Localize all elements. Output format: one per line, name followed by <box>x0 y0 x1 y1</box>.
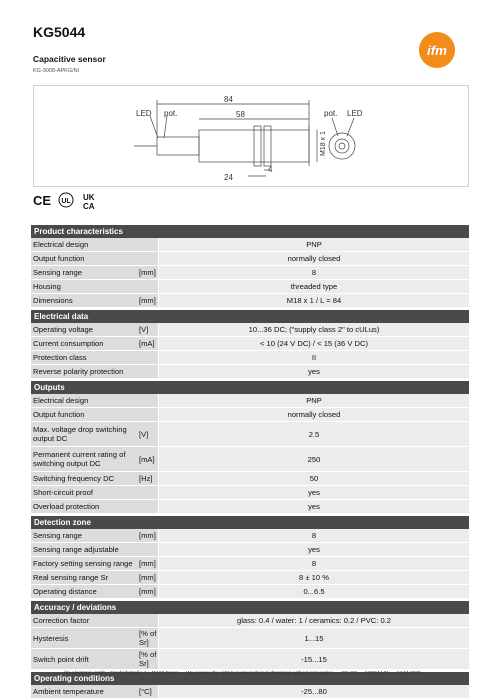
spec-unit: [mm] <box>138 585 159 598</box>
spec-unit: [mm] <box>138 266 159 279</box>
spec-value: 10...36 DC; ("supply class 2" to cULus) <box>159 323 469 336</box>
spec-unit <box>138 486 159 499</box>
ukca-mark-top: UK <box>83 193 95 202</box>
spec-row <box>31 571 469 585</box>
spec-row <box>31 447 469 472</box>
spec-row <box>31 252 469 266</box>
ce-mark: CE <box>33 193 52 208</box>
spec-value: 250 <box>159 447 469 471</box>
spec-value: yes <box>159 543 469 556</box>
spec-label: Real sensing range Sr <box>31 571 138 584</box>
order-code: KG-3008-APKG/NI <box>33 68 80 74</box>
spec-unit <box>138 280 159 293</box>
section-header: Product characteristics <box>31 225 469 238</box>
spec-label: Switching frequency DC <box>31 472 138 485</box>
spec-label: Sensing range adjustable <box>31 543 138 556</box>
spec-label: Housing <box>31 280 138 293</box>
dim-84: 84 <box>224 95 233 104</box>
spec-unit: [mm] <box>138 529 159 542</box>
spec-label: Ambient temperature <box>31 685 138 698</box>
spec-row <box>31 685 469 699</box>
spec-row <box>31 529 469 543</box>
spec-value: glass: 0.4 / water: 1 / ceramics: 0.2 / PVC: 0.2 <box>159 614 469 627</box>
spec-row <box>31 649 469 670</box>
certification-marks <box>33 190 113 212</box>
section-header: Detection zone <box>31 516 469 529</box>
spec-row <box>31 337 469 351</box>
ul-mark: UL <box>61 198 71 205</box>
spec-unit: [V] <box>138 323 159 336</box>
spec-unit: [mm] <box>138 557 159 570</box>
spec-value: M18 x 1 / L = 84 <box>159 294 469 307</box>
spec-value: < 10 (24 V DC) / < 15 (36 V DC) <box>159 337 469 350</box>
spec-label: Output function <box>31 252 138 265</box>
spec-label: Protection class <box>31 351 138 364</box>
spec-label: Factory setting sensing range <box>31 557 138 570</box>
spec-unit <box>138 365 159 378</box>
spec-value: yes <box>159 365 469 378</box>
spec-value: normally closed <box>159 252 469 265</box>
spec-row <box>31 543 469 557</box>
spec-row <box>31 351 469 365</box>
ifm-logo <box>418 31 456 69</box>
spec-row <box>31 500 469 514</box>
spec-value: PNP <box>159 394 469 407</box>
spec-unit: [% of Sr] <box>138 649 159 669</box>
spec-row <box>31 472 469 486</box>
spec-label: Electrical design <box>31 238 138 251</box>
spec-unit: [mA] <box>138 337 159 350</box>
led-label-left: LED <box>136 109 152 118</box>
spec-row <box>31 422 469 447</box>
spec-value: 0...6.5 <box>159 585 469 598</box>
spec-label: Hysteresis <box>31 628 138 648</box>
section-header: Outputs <box>31 381 469 394</box>
specification-table <box>31 223 469 699</box>
spec-value: 8 ± 10 % <box>159 571 469 584</box>
spec-label: Current consumption <box>31 337 138 350</box>
spec-unit <box>138 394 159 407</box>
spec-label: Reverse polarity protection <box>31 365 138 378</box>
spec-label: Max. voltage drop switching output DC <box>31 422 138 446</box>
spec-row <box>31 614 469 628</box>
spec-value: 8 <box>159 557 469 570</box>
spec-unit: [V] <box>138 422 159 446</box>
dim-24: 24 <box>224 173 233 182</box>
product-type: Capacitive sensor <box>33 54 106 64</box>
spec-label: Switch point drift <box>31 649 138 669</box>
spec-unit: [mm] <box>138 294 159 307</box>
spec-label: Dimensions <box>31 294 138 307</box>
spec-row <box>31 486 469 500</box>
spec-value: 8 <box>159 266 469 279</box>
spec-row <box>31 365 469 379</box>
spec-unit: [°C] <box>138 685 159 698</box>
led-label-right: LED <box>347 109 363 118</box>
spec-label: Electrical design <box>31 394 138 407</box>
dim-58: 58 <box>236 110 245 119</box>
spec-row <box>31 266 469 280</box>
spec-unit: [Hz] <box>138 472 159 485</box>
spec-row <box>31 628 469 649</box>
section-header: Accuracy / deviations <box>31 601 469 614</box>
dimension-drawing <box>33 85 469 187</box>
spec-label: Correction factor <box>31 614 138 627</box>
spec-row <box>31 394 469 408</box>
svg-text:ifm: ifm <box>427 42 447 58</box>
spec-value: 2.5 <box>159 422 469 446</box>
spec-value: yes <box>159 486 469 499</box>
spec-value: 50 <box>159 472 469 485</box>
section-header: Electrical data <box>31 310 469 323</box>
spec-value: 8 <box>159 529 469 542</box>
spec-unit: [mm] <box>138 571 159 584</box>
spec-row <box>31 323 469 337</box>
dim-thread: M18 x 1 <box>320 131 327 156</box>
spec-unit: [mA] <box>138 447 159 471</box>
spec-label: Short-circuit proof <box>31 486 138 499</box>
spec-value: yes <box>159 500 469 513</box>
ukca-mark-bottom: CA <box>83 202 95 211</box>
spec-value: -15...15 <box>159 649 469 669</box>
spec-value: 1...15 <box>159 628 469 648</box>
spec-label: Output function <box>31 408 138 421</box>
spec-unit <box>138 543 159 556</box>
spec-row <box>31 585 469 599</box>
spec-unit <box>138 252 159 265</box>
spec-row <box>31 238 469 252</box>
spec-label: Sensing range <box>31 266 138 279</box>
spec-label: Operating voltage <box>31 323 138 336</box>
spec-label: Overload protection <box>31 500 138 513</box>
pot-label-left: pot. <box>164 109 178 118</box>
section-header: Operating conditions <box>31 672 469 685</box>
spec-row <box>31 408 469 422</box>
spec-unit <box>138 351 159 364</box>
spec-row <box>31 280 469 294</box>
spec-label: Operating distance <box>31 585 138 598</box>
spec-unit <box>138 408 159 421</box>
spec-row <box>31 294 469 308</box>
spec-unit: [% of Sr] <box>138 628 159 648</box>
spec-value: II <box>159 351 469 364</box>
spec-row <box>31 557 469 571</box>
spec-value: normally closed <box>159 408 469 421</box>
spec-unit <box>138 238 159 251</box>
spec-value: -25...80 <box>159 685 469 698</box>
spec-value: threaded type <box>159 280 469 293</box>
spec-label: Permanent current rating of switching output DC <box>31 447 138 471</box>
spec-unit <box>138 614 159 627</box>
product-title: KG5044 <box>33 24 86 40</box>
spec-value: PNP <box>159 238 469 251</box>
dim-4: 4 <box>268 165 273 174</box>
page-footer: ifm electronic gmbh • Friedrichstraße 1 • 45128 Essen — We reserve the right to make technical alterations without prior notice. — EN-GB — KG5044-01 — 13.04.2023 — <box>64 671 427 676</box>
spec-unit <box>138 500 159 513</box>
spec-label: Sensing range <box>31 529 138 542</box>
pot-label-right: pot. <box>324 109 338 118</box>
